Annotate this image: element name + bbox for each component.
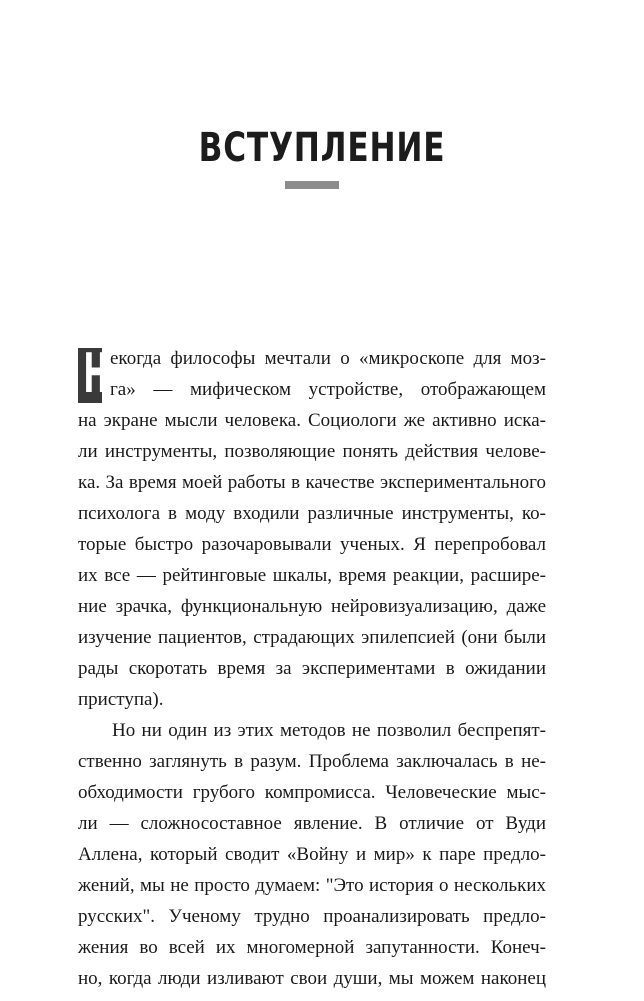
- text-line: ли — сложносоставное явление. В отличие от Вуди: [78, 813, 546, 834]
- text-line: изучение пациентов, страдающих эпилепсией (они были: [78, 627, 546, 648]
- text-line: Но ни один из этих методов не позволил беспрепят-: [112, 720, 546, 741]
- text-line: га» — мифическом устройстве, отображающем: [110, 379, 546, 400]
- text-line: жений, мы не просто думаем: "Это история о нескольких: [78, 875, 546, 896]
- text-line: русских". Ученому трудно проанализировать предло-: [78, 906, 546, 927]
- title-underline-rule: [285, 181, 339, 189]
- drop-cap-letter: Н: [83, 342, 109, 405]
- chapter-title: ВСТУПЛЕНИЕ: [198, 125, 446, 171]
- text-line: их все — рейтинговые шкалы, время реакции, расшире-: [78, 565, 546, 586]
- text-line: жения во всей их многомерной запутанности. Конеч-: [78, 937, 546, 958]
- text-line: екогда философы мечтали о «микроскопе для моз-: [110, 348, 546, 369]
- text-line: ственно заглянуть в разум. Проблема заключалась в не-: [78, 751, 546, 772]
- text-line: приступа).: [78, 689, 164, 710]
- text-line: но, когда люди изливают свои души, мы можем наконец: [78, 968, 546, 989]
- text-line: Аллена, который сводит «Войну и мир» к паре предло-: [78, 844, 546, 865]
- text-line: на экране мысли человека. Социологи же активно иска-: [78, 410, 546, 431]
- text-line: торые быстро разочаровывали ученых. Я перепробовал: [78, 534, 546, 555]
- text-line: рады скоротать время за экспериментами в ожидании: [78, 658, 546, 679]
- text-line: психолога в моду входили различные инструменты, ко-: [78, 503, 546, 524]
- text-line: ка. За время моей работы в качестве экспериментального: [78, 472, 546, 493]
- body-text: [78, 343, 546, 994]
- text-line: ние зрачка, функциональную нейровизуализацию, даже: [78, 596, 546, 617]
- text-line: ли инструменты, позволяющие понять действия челове-: [78, 441, 546, 462]
- text-line: обходимости грубого компромисса. Человеческие мыс-: [78, 782, 546, 803]
